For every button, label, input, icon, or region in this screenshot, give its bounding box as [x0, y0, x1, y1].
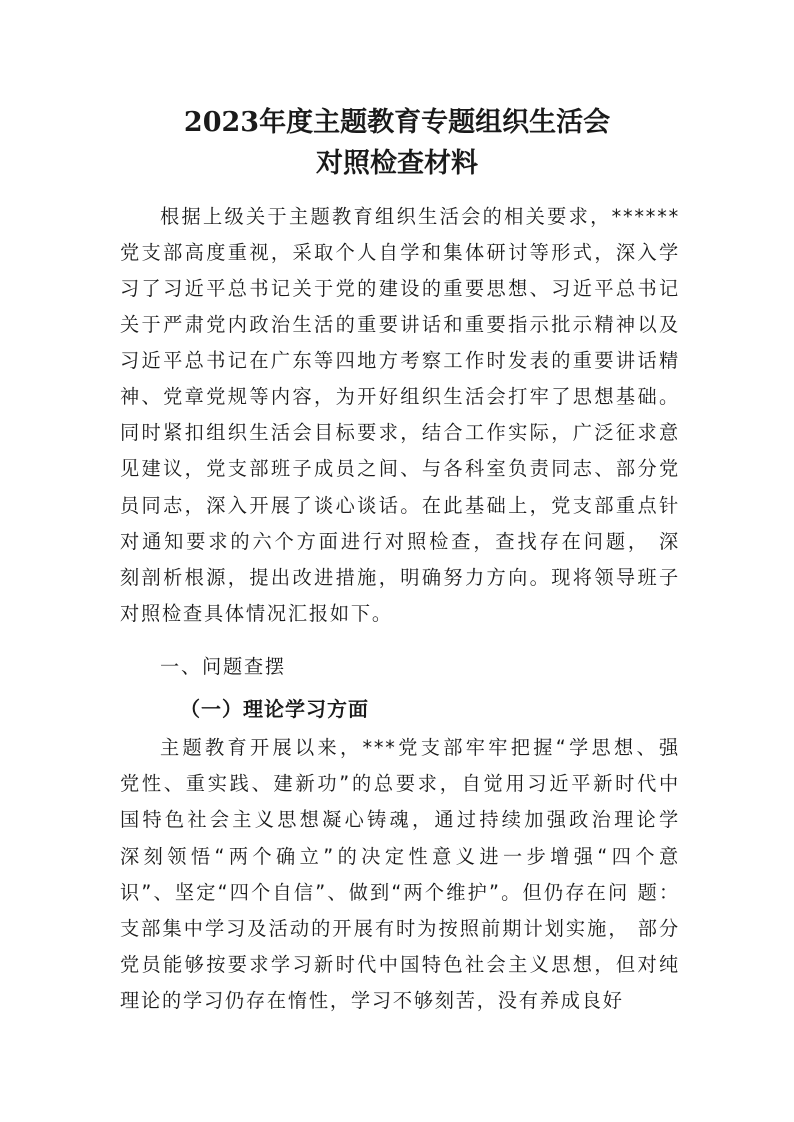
paragraph-line: 习了习近平总书记关于党的建设的重要思想、习近平总书记	[120, 277, 680, 300]
paragraph-line: 识”、坚定“四个自信”、做到“两个维护”。但仍存在问 题：	[120, 881, 680, 904]
paragraph-line: 对照检查具体情况汇报如下。	[120, 602, 393, 625]
paragraph-line: 党员能够按要求学习新时代中国特色社会主义思想，但对纯	[120, 953, 680, 976]
document-title-line2: 对照检查材料	[316, 148, 478, 179]
paragraph-line: 关于严肃党内政治生活的重要讲话和重要指示批示精神以及	[120, 313, 680, 336]
paragraph-line: 见建议，党支部班子成员之间、与各科室负责同志、部分党	[120, 457, 680, 480]
paragraph-line: 支部集中学习及活动的开展有时为按照前期计划实施， 部分	[120, 917, 680, 940]
paragraph-line: 主题教育开展以来，***党支部牢牢把握“学思想、强	[160, 736, 680, 759]
paragraph-line: 对通知要求的六个方面进行对照检查，查找存在问题， 深	[120, 530, 680, 553]
paragraph-line: 理论的学习仍存在惰性，学习不够刻苦，没有养成良好	[120, 989, 624, 1012]
paragraph-line: 同时紧扣组织生活会目标要求，结合工作实际，广泛征求意	[120, 421, 680, 444]
paragraph-line: 深刻领悟“两个确立”的决定性意义进一步增强“四个意	[120, 845, 680, 868]
subsection-heading: （一）理论学习方面	[180, 697, 369, 721]
paragraph-line: 神、党章党规等内容，为开好组织生活会打牢了思想基础。	[120, 385, 680, 408]
paragraph-line: 国特色社会主义思想凝心铸魂，通过持续加强政治理论学	[120, 808, 680, 831]
paragraph-line: 党支部高度重视，采取个人自学和集体研讨等形式，深入学	[120, 241, 680, 264]
paragraph-line: 习近平总书记在广东等四地方考察工作时发表的重要讲话精	[120, 349, 680, 372]
section-heading: 一、问题查摆	[160, 655, 286, 678]
paragraph-line: 党性、重实践、建新功”的总要求，自觉用习近平新时代中	[120, 772, 680, 795]
document-title-line1: 2023年度主题教育专题组织生活会	[183, 107, 611, 138]
paragraph-line: 员同志，深入开展了谈心谈话。在此基础上，党支部重点针	[120, 494, 680, 517]
paragraph-line: 刻剖析根源，提出改进措施，明确努力方向。现将领导班子	[120, 566, 680, 589]
paragraph-line: 根据上级关于主题教育组织生活会的相关要求，******	[160, 205, 680, 228]
